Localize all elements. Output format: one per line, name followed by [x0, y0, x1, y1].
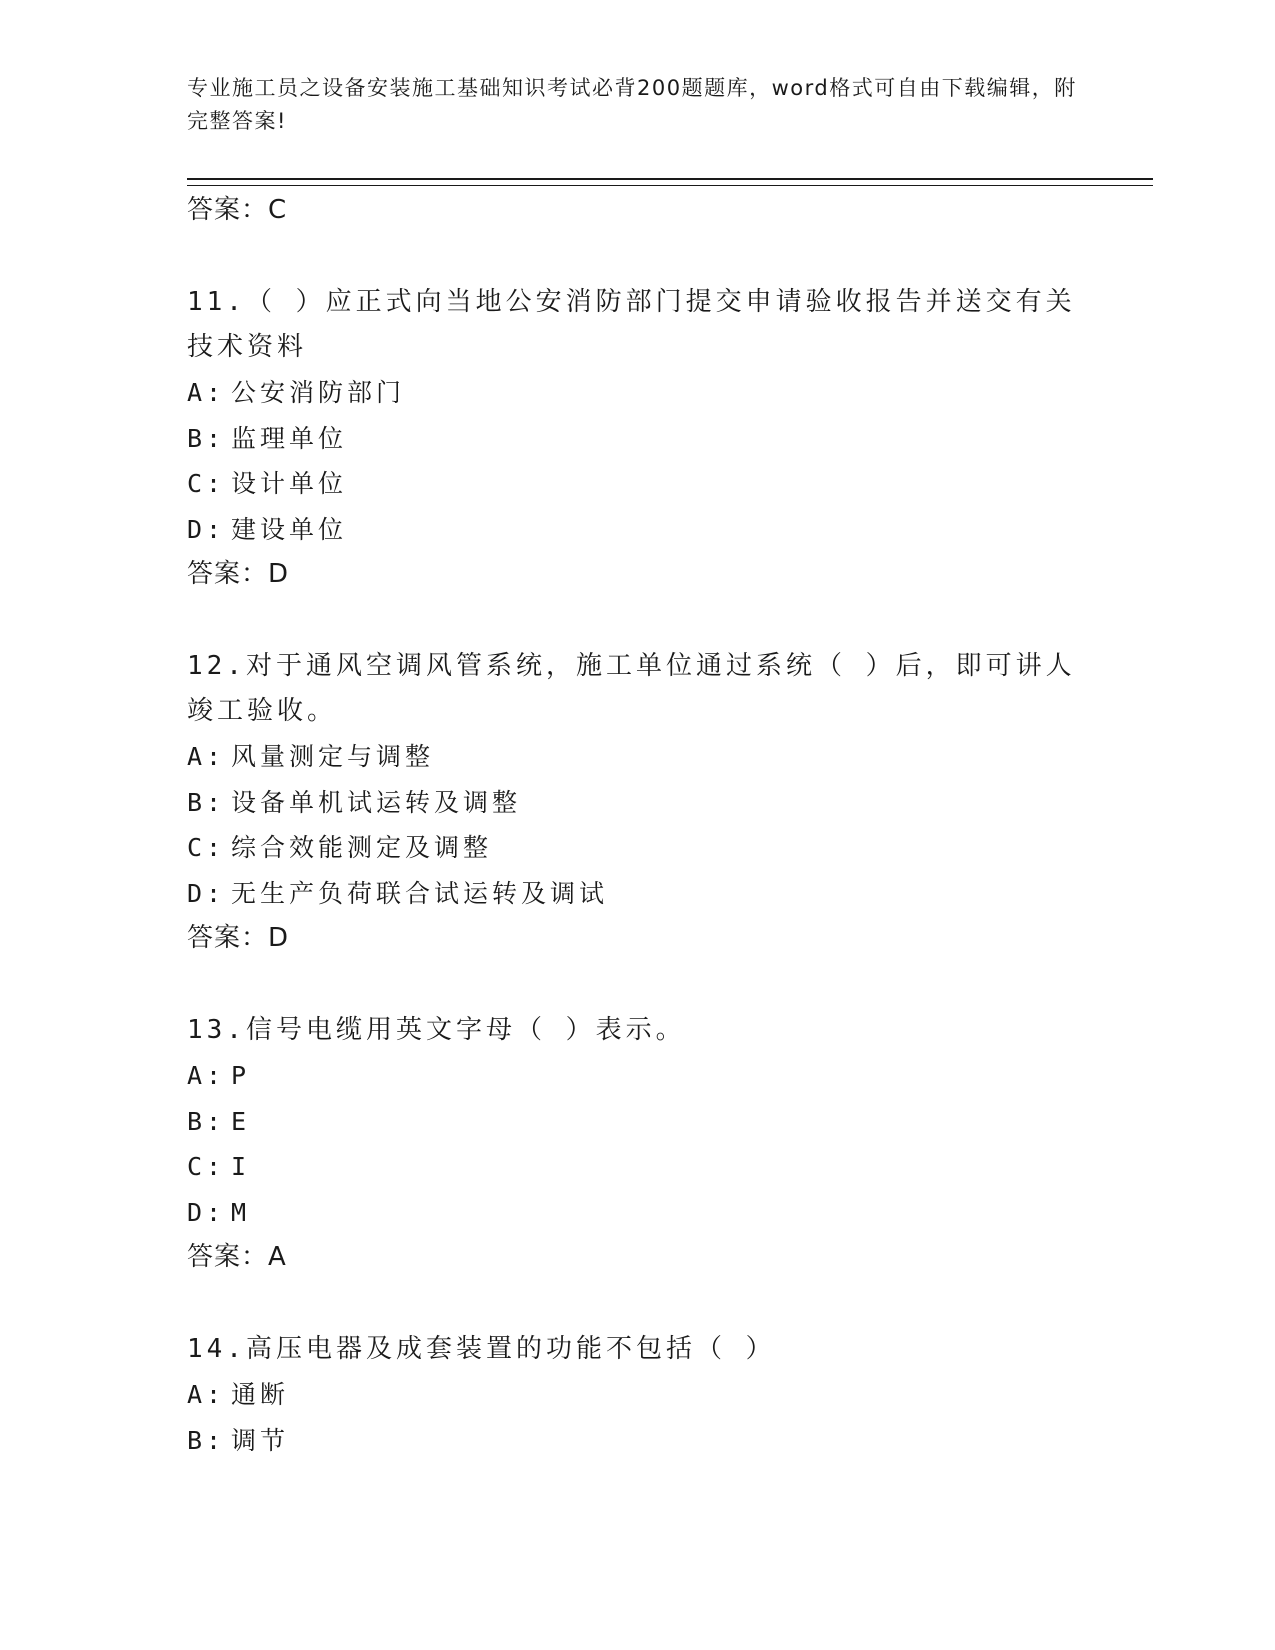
option-a	[187, 370, 1087, 416]
answer-line: 答案：D	[187, 923, 290, 953]
option-c	[187, 461, 1087, 507]
option-text: 公安消防部门	[231, 378, 406, 407]
question-number: 11.	[187, 287, 246, 317]
option-letter: B:	[187, 423, 226, 453]
option-text: P	[231, 1061, 251, 1090]
document-header: 专业施工员之设备安装施工基础知识考试必背200题题库，word格式可自由下载编辑，附完整答案!	[187, 76, 1077, 133]
question-gap	[187, 233, 1087, 280]
option-c	[187, 825, 1087, 871]
option-b	[187, 1099, 1087, 1145]
question-gap	[187, 1280, 1087, 1327]
option-b	[187, 416, 1087, 462]
option-text: 无生产负荷联合试运转及调试	[231, 878, 609, 908]
option-letter: B:	[187, 1106, 226, 1136]
option-text: 设备单机试运转及调整	[231, 787, 522, 817]
option-letter: D:	[187, 514, 226, 544]
option-letter: A:	[187, 1380, 226, 1409]
option-letter: A:	[187, 1061, 226, 1090]
answer-line: 答案：D	[187, 559, 290, 589]
option-text: M	[231, 1197, 251, 1227]
option-a	[187, 1053, 1087, 1099]
question-number: 13.	[187, 1015, 246, 1045]
option-letter: D:	[187, 878, 226, 908]
option-b	[187, 1418, 1087, 1464]
option-d	[187, 1190, 1087, 1236]
option-letter: C:	[187, 469, 226, 498]
option-text: 综合效能测定及调整	[231, 833, 493, 862]
question-stem	[187, 280, 1087, 370]
question-stem	[187, 1327, 1087, 1372]
option-a	[187, 1372, 1087, 1418]
option-text: I	[231, 1152, 251, 1181]
question-text: 信号电缆用英文字母（ ）表示。	[245, 1015, 686, 1045]
option-b	[187, 780, 1087, 826]
option-letter: A:	[187, 378, 226, 407]
question-block	[187, 1327, 1087, 1463]
answer-line: 答案：C	[187, 195, 288, 225]
question-gap	[187, 961, 1087, 1008]
question-stem	[187, 1008, 1087, 1053]
option-a	[187, 734, 1087, 780]
question-text: 高压电器及成套装置的功能不包括（ ）	[245, 1334, 776, 1364]
option-d	[187, 871, 1087, 917]
question-number: 12.	[187, 651, 246, 681]
option-text: E	[231, 1106, 251, 1136]
option-c	[187, 1144, 1087, 1190]
question-block	[187, 1008, 1087, 1280]
question-number: 14.	[187, 1334, 246, 1364]
option-text: 通断	[231, 1380, 290, 1409]
option-d	[187, 507, 1087, 553]
option-text: 风量测定与调整	[231, 742, 435, 771]
option-letter: B:	[187, 787, 226, 817]
option-text: 设计单位	[231, 469, 348, 498]
option-letter: C:	[187, 833, 226, 862]
question-stem	[187, 644, 1087, 734]
answer-line: 答案：A	[187, 1242, 287, 1272]
option-letter: D:	[187, 1197, 226, 1227]
question-gap	[187, 597, 1087, 644]
question-block	[187, 280, 1087, 597]
question-block	[187, 644, 1087, 961]
option-text: 调节	[231, 1425, 290, 1455]
option-letter: B:	[187, 1425, 226, 1455]
option-letter: C:	[187, 1152, 226, 1181]
option-letter: A:	[187, 742, 226, 771]
option-text: 监理单位	[231, 423, 348, 453]
question-text: （ ）应正式向当地公安消防部门提交申请验收报告并送交有关技术资料	[187, 287, 1076, 362]
question-list	[187, 188, 1087, 1463]
question-text: 对于通风空调风管系统，施工单位通过系统（ ）后，即可讲人竣工验收。	[187, 651, 1076, 726]
header-divider	[187, 178, 1153, 186]
option-text: 建设单位	[231, 514, 348, 544]
